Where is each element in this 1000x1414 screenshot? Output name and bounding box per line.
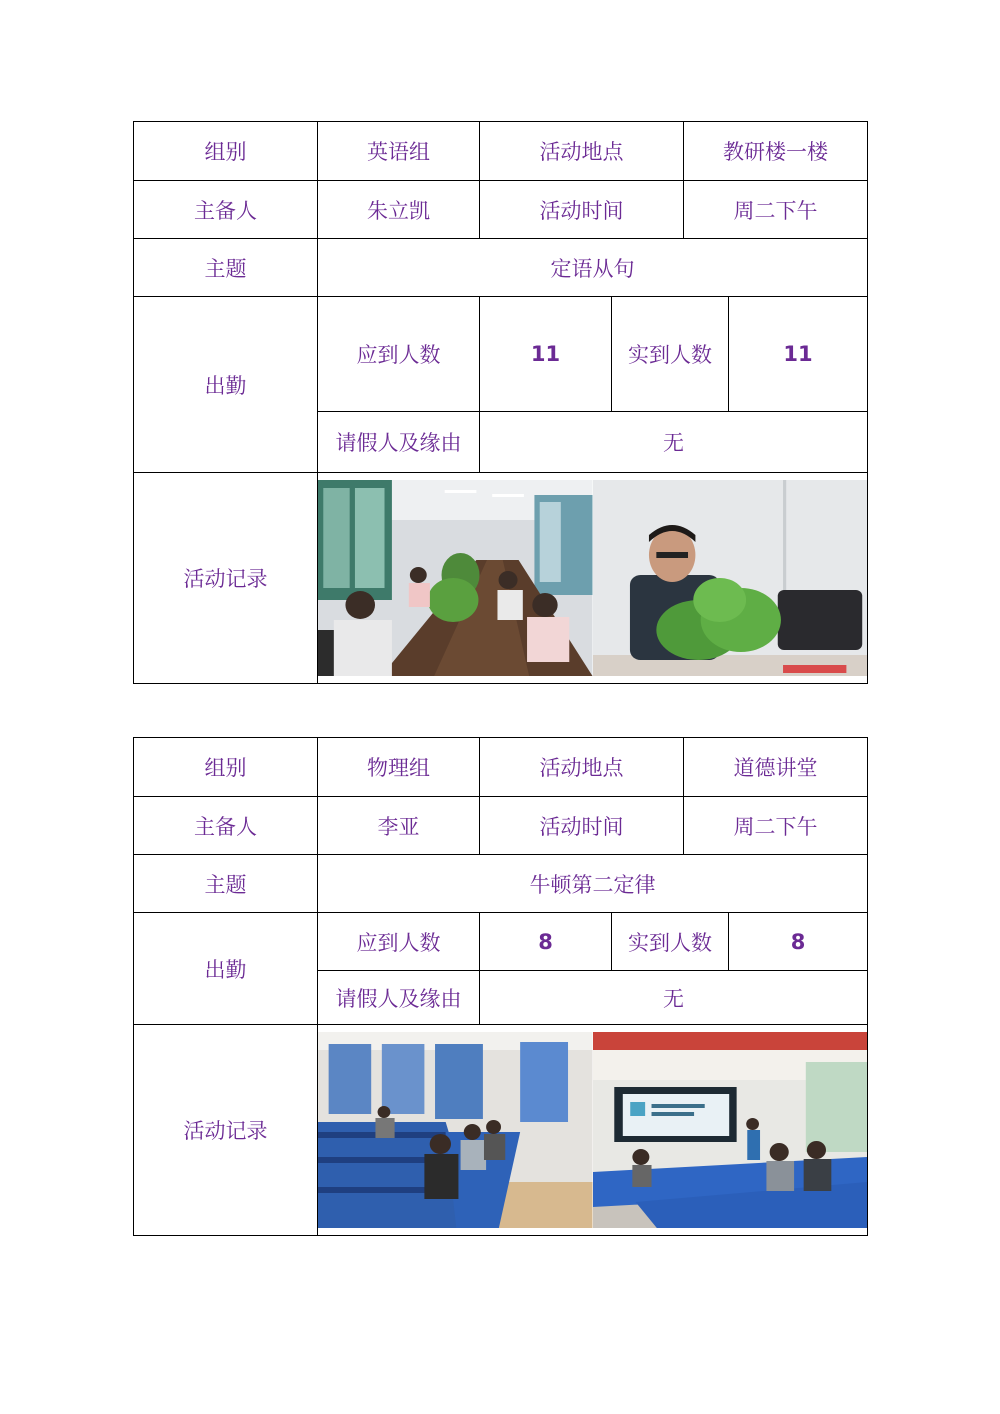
host-label: 主备人 — [134, 797, 318, 855]
topic-value: 牛顿第二定律 — [318, 855, 868, 913]
group-value: 物理组 — [318, 738, 480, 797]
expected-label: 应到人数 — [318, 913, 480, 971]
location-label: 活动地点 — [480, 738, 684, 797]
time-label: 活动时间 — [480, 797, 684, 855]
topic-label: 主题 — [134, 855, 318, 913]
activity-photos — [318, 473, 868, 684]
host-value: 朱立凯 — [318, 181, 480, 239]
record-table-english — [133, 121, 868, 684]
group-label: 组别 — [134, 738, 318, 797]
actual-label: 实到人数 — [612, 913, 729, 971]
record-table-physics — [133, 737, 868, 1236]
teacher-photo — [593, 480, 868, 676]
attendance-label: 出勤 — [134, 297, 318, 473]
classroom-presentation-photo — [593, 1032, 868, 1228]
location-label: 活动地点 — [480, 122, 684, 181]
expected-value: 11 — [480, 297, 612, 412]
actual-value: 8 — [729, 913, 868, 971]
group-value: 英语组 — [318, 122, 480, 181]
time-value: 周二下午 — [684, 181, 868, 239]
expected-label: 应到人数 — [318, 297, 480, 412]
time-label: 活动时间 — [480, 181, 684, 239]
group-label: 组别 — [134, 122, 318, 181]
leave-value: 无 — [480, 412, 868, 473]
leave-label: 请假人及缘由 — [318, 412, 480, 473]
topic-label: 主题 — [134, 239, 318, 297]
host-label: 主备人 — [134, 181, 318, 239]
leave-value: 无 — [480, 971, 868, 1025]
location-value: 道德讲堂 — [684, 738, 868, 797]
record-label: 活动记录 — [134, 1025, 318, 1236]
location-value: 教研楼一楼 — [684, 122, 868, 181]
activity-photos — [318, 1025, 868, 1236]
topic-value: 定语从句 — [318, 239, 868, 297]
actual-label: 实到人数 — [612, 297, 729, 412]
meeting-room-photo — [318, 480, 593, 676]
host-value: 李亚 — [318, 797, 480, 855]
expected-value: 8 — [480, 913, 612, 971]
lecture-hall-photo — [318, 1032, 593, 1228]
leave-label: 请假人及缘由 — [318, 971, 480, 1025]
attendance-label: 出勤 — [134, 913, 318, 1025]
record-label: 活动记录 — [134, 473, 318, 684]
time-value: 周二下午 — [684, 797, 868, 855]
actual-value: 11 — [729, 297, 868, 412]
